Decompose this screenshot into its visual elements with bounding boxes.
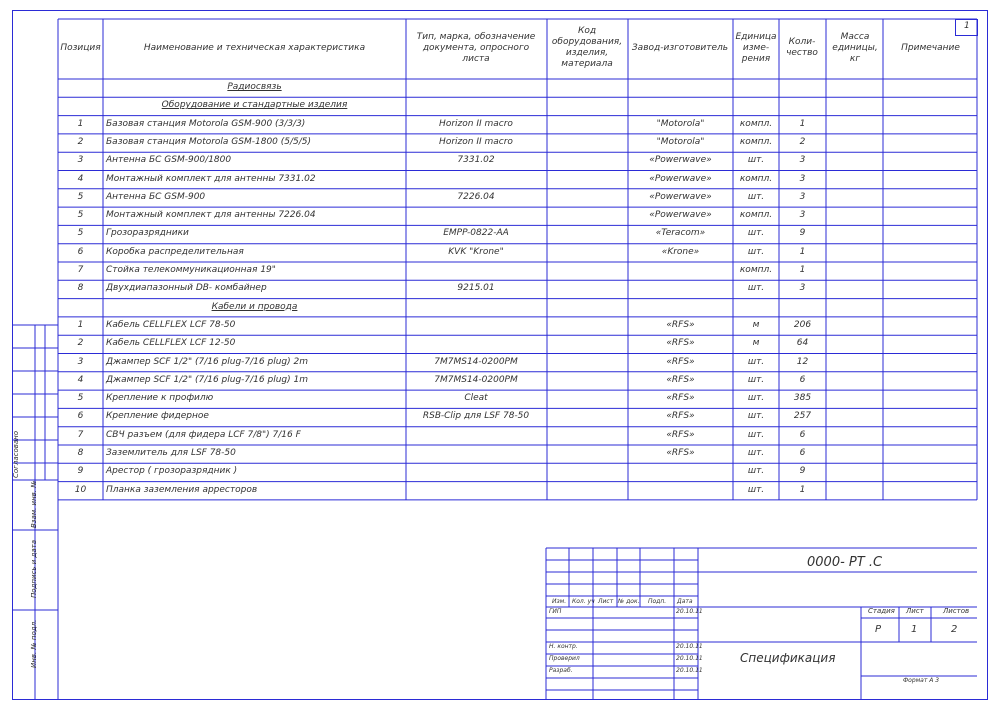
cell-type: 7M7MS14-0200PM [434,356,518,367]
cell-name: Джампер SCF 1/2" (7/16 plug-7/16 plug) 2m [106,356,308,367]
cell-unit: шт. [747,191,765,202]
cell-pos: 8 [77,448,84,458]
cell-pos: 4 [77,374,84,385]
cell-name: Кабель CELLFLEX LCF 78-50 [106,319,236,330]
cell-maker: «Powerwave» [649,191,712,202]
cell-maker: «RFS» [666,448,695,458]
cell-maker: "Motorola" [656,118,705,129]
cell-type: KVK "Krone" [448,246,504,257]
header-position: Позиция [60,42,101,53]
cell-name: Стойка телекоммуникационная 19" [106,265,276,275]
cell-name: Базовая станция Motorola GSM-900 (3/3/3) [106,118,306,129]
cell-qty: 3 [799,283,806,294]
cell-type: 7331.02 [457,155,495,166]
col-ndok: № док. [618,598,640,605]
cell-name: Крепление к профилю [106,393,214,404]
cell-pos: 1 [77,118,84,129]
cell-type: RSB-Clip для LSF 78-50 [422,411,530,422]
cell-name: Базовая станция Motorola GSM-1800 (5/5/5) [106,136,312,147]
cell-unit: компл. [739,136,773,147]
cell-pos: 3 [77,356,84,367]
cell-maker: "Motorola" [656,136,705,147]
cell-unit: шт. [747,374,765,385]
date-nkontr: 20.10.11 [676,643,703,650]
doc-code: 0000- PT .C [807,555,883,570]
cell-maker: «Teracom» [655,228,706,239]
cell-type: EMPP-0822-AA [443,228,509,239]
header-type: Тип, марка, обозначение документа, опросного листа [416,31,536,64]
role-nkontr: Н. контр. [549,643,578,650]
side-label-podpis: Подпись и дата [30,540,38,598]
cell-name: Оборудование и стандартные изделия [161,100,348,111]
format-label: Формат А 3 [903,677,940,684]
cell-unit: компл. [739,210,773,221]
cell-name: Монтажный комплект для антенны 7226.04 [106,210,316,221]
list-label: Лист [906,607,924,615]
cell-name: Антенна БС GSM-900/1800 [106,155,232,166]
cell-unit: шт. [747,448,765,458]
sheet-number: 1 [964,21,970,31]
cell-name: Джампер SCF 1/2" (7/16 plug-7/16 plug) 1m [106,374,308,385]
cell-unit: шт. [747,356,765,367]
cell-pos: 9 [77,466,84,477]
cell-qty: 2 [799,136,806,147]
cell-qty: 9 [799,228,806,239]
role-razrab: Разраб. [549,667,573,674]
cell-pos: 8 [77,283,84,294]
cell-pos: 3 [77,155,84,166]
header-note: Примечание [901,42,960,53]
cell-maker: «RFS» [666,411,695,422]
stadia-label: Стадия [868,607,895,615]
cell-qty: 3 [799,155,806,166]
cell-unit: м [752,338,760,349]
cell-name: Заземлитель для LSF 78-50 [106,448,236,458]
cell-maker: «Powerwave» [649,155,712,166]
cell-maker: «RFS» [666,393,695,404]
header-name: Наименование и техническая характеристика [143,42,366,53]
cell-qty: 3 [799,173,806,184]
cell-pos: 1 [77,319,84,330]
cell-pos: 5 [77,191,84,202]
header-code: Код оборудования, изделия, материала [551,26,623,69]
cell-type: Horizon II macro [439,118,513,129]
cell-name: Планка заземления арресторов [106,484,258,495]
cell-qty: 64 [796,338,809,349]
listov-label: Листов [943,607,970,615]
cell-maker: «Krone» [661,246,700,257]
cell-name: Двухдиапазонный DB- комбайнер [106,283,267,294]
cell-qty: 12 [796,356,809,367]
date-gip: 20.10.11 [676,608,703,615]
cell-name: Радиосвязь [227,82,282,92]
header-mass: Масса единицы, кг [832,31,878,64]
col-data: Дата [677,598,693,605]
cell-unit: компл. [739,118,773,129]
header-maker: Завод-изготовитель [631,42,729,53]
cell-maker: «RFS» [666,319,695,330]
cell-name: Кабель CELLFLEX LCF 12-50 [106,338,236,349]
cell-pos: 5 [77,393,84,404]
header-unit: Единица изме-рения [735,31,777,64]
cell-maker: «RFS» [666,356,695,367]
cell-maker: «RFS» [666,429,695,440]
cell-unit: шт. [747,411,765,422]
cell-type: 9215.01 [457,283,495,294]
cell-unit: шт. [747,466,765,477]
cell-maker: «Powerwave» [649,210,712,221]
cell-unit: шт. [747,429,765,440]
cell-type: 7226.04 [457,191,495,202]
date-razrab: 20.10.11 [676,667,703,674]
cell-qty: 1 [799,484,806,495]
role-proveril: Проверил [549,655,580,662]
cell-name: Антенна БС GSM-900 [106,191,206,202]
cell-unit: компл. [739,265,773,275]
cell-maker: «Powerwave» [649,173,712,184]
cell-pos: 2 [77,136,84,147]
cell-unit: м [752,319,760,330]
role-gip: ГИП [549,608,562,615]
col-podp: Подп. [648,598,667,605]
cell-unit: шт. [747,283,765,294]
cell-qty: 1 [799,265,806,275]
cell-qty: 206 [793,319,812,330]
cell-type: Horizon II macro [439,136,513,147]
cell-maker: «RFS» [666,338,695,349]
cell-qty: 6 [799,429,806,440]
cell-unit: компл. [739,173,773,184]
cell-pos: 10 [74,484,87,495]
cell-type: 7M7MS14-0200PM [434,374,518,385]
cell-unit: шт. [747,393,765,404]
cell-qty: 6 [799,374,806,385]
cell-name: Кабели и провода [211,301,298,312]
cell-name: Арестор ( грозоразрядник ) [106,466,238,477]
col-list: Лист [598,598,614,605]
side-label-vzam: Взам. инв. № [30,480,38,528]
cell-maker: «RFS» [666,374,695,385]
cell-unit: шт. [747,155,765,166]
cell-qty: 385 [793,393,812,404]
cell-qty: 9 [799,466,806,477]
cell-type: Cleat [464,393,488,404]
col-izm: Изм. [552,598,567,605]
listov-value: 2 [951,624,958,635]
col-kol: Кол. уч [572,598,595,605]
cell-name: СВЧ разъем (для фидера LCF 7/8") 7/16 F [106,429,301,440]
list-value: 1 [911,624,918,635]
cell-pos: 5 [77,210,84,221]
cell-pos: 7 [77,265,84,275]
side-label-inv: Инв. № подл. [30,619,38,668]
cell-pos: 7 [77,429,84,440]
cell-qty: 1 [799,246,806,257]
cell-name: Грозоразрядники [106,228,189,239]
cell-unit: шт. [747,246,765,257]
cell-pos: 5 [77,228,84,239]
cell-unit: шт. [747,484,765,495]
cell-unit: шт. [747,228,765,239]
side-label-soglasovano: Согласовано [12,430,20,478]
cell-name: Коробка распределительная [106,246,244,257]
cell-qty: 6 [799,448,806,458]
cell-pos: 4 [77,173,84,184]
cell-qty: 257 [793,411,812,422]
stadia-value: Р [875,624,882,635]
doc-title: Спецификация [740,651,836,665]
cell-qty: 3 [799,191,806,202]
cell-name: Крепление фидерное [106,411,209,422]
cell-pos: 6 [77,246,84,257]
header-qty: Коли-чество [786,37,818,58]
cell-name: Монтажный комплект для антенны 7331.02 [106,173,316,184]
cell-pos: 6 [77,411,84,422]
date-proveril: 20.10.11 [676,655,703,662]
cell-qty: 1 [799,118,806,129]
cell-qty: 3 [799,210,806,221]
cell-pos: 2 [77,338,84,349]
